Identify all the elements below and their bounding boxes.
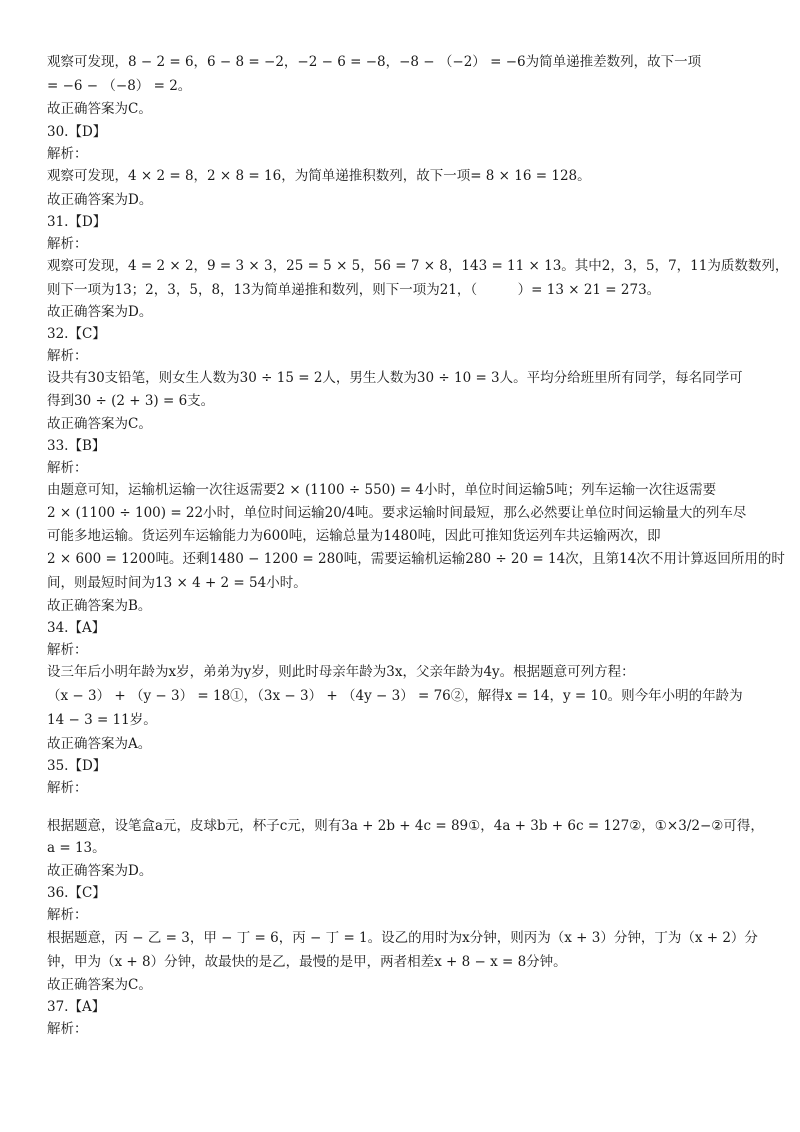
- text-line: 故正确答案为D。: [47, 863, 153, 879]
- text-line: 故正确答案为C。: [47, 977, 152, 993]
- text-line: 31.【D】: [47, 214, 107, 230]
- text-line: 故正确答案为A。: [47, 736, 152, 752]
- text-line: 可能多地运输。货运列车运输能力为600吨，运输总量为1480吨，因此可推知货运列车共运输两次，即: [47, 528, 661, 544]
- text-line: 由题意可知，运输机运输一次往返需要2 × (1100 ÷ 550) = 4小时，单位时间运输5吨；列车运输一次往返需要: [47, 482, 717, 498]
- text-line: 解析：: [47, 236, 88, 252]
- text-line: 解析：: [47, 146, 88, 162]
- text-line: 解析：: [47, 348, 88, 364]
- text-line: （x − 3） + （y − 3） = 18①，（3x − 3） + （4y − 3） = 76②，解得x = 14，y = 10。则今年小明的年龄为: [47, 688, 743, 704]
- text-line: 根据题意，设笔盒a元，皮球b元，杯子c元，则有3a + 2b + 4c = 89①，4a + 3b + 6c = 127②，①×3/2−②可得，: [47, 818, 764, 834]
- text-line: 解析：: [47, 460, 88, 476]
- text-line: 观察可发现，4 × 2 = 8，2 × 8 = 16，为简单递推积数列，故下一项= 8 × 16 = 128。: [47, 168, 591, 184]
- text-line: = −6 − （−8） = 2。: [47, 78, 192, 94]
- text-line: 设共有30支铅笔，则女生人数为30 ÷ 15 = 2人，男生人数为30 ÷ 10 = 3人。平均分给班里所有同学，每名同学可: [47, 370, 743, 386]
- text-line: 32.【C】: [47, 326, 106, 342]
- text-line: 35.【D】: [47, 758, 107, 774]
- text-line: 14 − 3 = 11岁。: [47, 712, 157, 728]
- text-line: 钟，甲为（x + 8）分钟，故最快的是乙，最慢的是甲，两者相差x + 8 − x = 8分钟。: [47, 954, 567, 970]
- text-line: 解析：: [47, 642, 88, 658]
- text-line: 故正确答案为B。: [47, 598, 152, 614]
- text-line: 30.【D】: [47, 124, 107, 140]
- text-line: 故正确答案为C。: [47, 101, 152, 117]
- text-line: 观察可发现，4 = 2 × 2，9 = 3 × 3，25 = 5 × 5，56 = 7 × 8，143 = 11 × 13。其中2，3，5，7，11为质数数列，: [47, 258, 789, 274]
- text-line: 则下一项为13；2，3，5，8，13为简单递推和数列，则下一项为21，（ ）= 13 × 21 = 273。: [47, 282, 661, 298]
- text-line: 解析：: [47, 907, 88, 923]
- text-line: 故正确答案为D。: [47, 304, 153, 320]
- text-line: 解析：: [47, 780, 88, 796]
- text-line: 2 × (1100 ÷ 100) = 22小时，单位时间运输20/4吨。要求运输时间最短，那么必然要让单位时间运输量大的列车尽: [47, 505, 747, 521]
- text-line: 设三年后小明年龄为x岁，弟弟为y岁，则此时母亲年龄为3x，父亲年龄为4y。根据题意可列方程：: [47, 664, 635, 680]
- text-line: 观察可发现，8 − 2 = 6，6 − 8 = −2，−2 − 6 = −8，−8 − （−2） = −6为简单递推差数列，故下一项: [47, 54, 702, 70]
- text-line: 解析：: [47, 1021, 88, 1037]
- text-line: 得到30 ÷ (2 + 3) = 6支。: [47, 393, 215, 409]
- text-line: 36.【C】: [47, 885, 106, 901]
- text-line: 2 × 600 = 1200吨。还剩1480 − 1200 = 280吨，需要运输机运输280 ÷ 20 = 14次，且第14次不用计算返回所用的时: [47, 551, 785, 567]
- text-line: 根据题意，丙 − 乙 = 3，甲 − 丁 = 6，丙 − 丁 = 1。设乙的用时为x分钟，则丙为（x + 3）分钟，丁为（x + 2）分: [47, 930, 758, 946]
- text-line: a = 13。: [47, 840, 106, 856]
- text-line: 间，则最短时间为13 × 4 + 2 = 54小时。: [47, 575, 307, 591]
- text-line: 37.【A】: [47, 999, 106, 1015]
- text-line: 33.【B】: [47, 438, 106, 454]
- text-line: 故正确答案为D。: [47, 192, 153, 208]
- text-line: 34.【A】: [47, 620, 106, 636]
- text-line: 故正确答案为C。: [47, 416, 152, 432]
